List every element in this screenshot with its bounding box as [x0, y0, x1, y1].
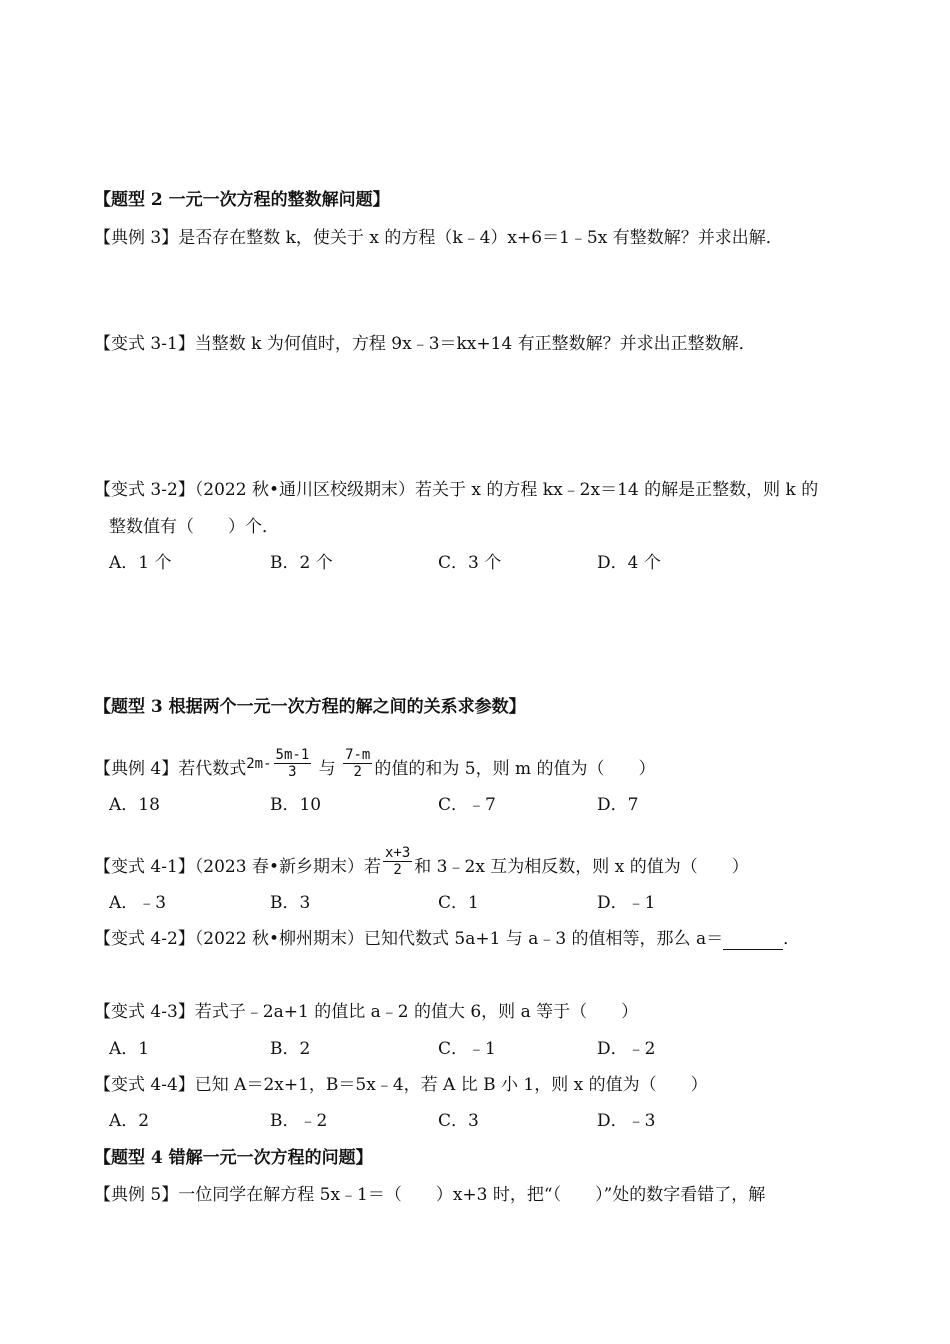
variant-4-3: 【变式 4-3】若式子﹣2a+1 的值比 a﹣2 的值大 6，则 a 等于（ ） — [94, 1002, 639, 1022]
section-title-type4: 【题型 4 错解一元一次方程的问题】 — [94, 1148, 373, 1168]
option-a: A．1 个 — [109, 553, 172, 573]
fraction-3-num: x+3 — [384, 845, 411, 861]
option-d: D．﹣3 — [597, 1111, 656, 1131]
example-3: 【典例 3】是否存在整数 k，使关于 x 的方程（k﹣4）x+6＝1﹣5x 有整数解？并求出解． — [94, 228, 783, 248]
variant-4-4: 【变式 4-4】已知 A＝2x+1，B＝5x﹣4，若 A 比 B 小 1，则 x 的值为（ ） — [94, 1075, 708, 1095]
option-b: B．﹣2 — [270, 1111, 328, 1131]
option-c: C．﹣7 — [438, 795, 496, 815]
option-b: B．2 个 — [270, 553, 333, 573]
option-a: A．18 — [109, 795, 160, 815]
variant-4-2-end: ． — [783, 929, 801, 949]
fraction-2 — [343, 747, 372, 780]
option-c: C．3 个 — [438, 553, 502, 573]
variant-4-1-prefix: 【变式 4-1】（2023 春•新乡期末）若 — [94, 857, 381, 877]
example-5: 【典例 5】一位同学在解方程 5x﹣1＝（ ）x+3 时，把“（ ）”处的数字看错了，解 — [94, 1185, 766, 1205]
variant-3-1: 【变式 3-1】当整数 k 为何值时，方程 9x﹣3＝kx+14 有正整数解？并求出正整数解． — [94, 334, 756, 354]
example-4-suffix: 的值的和为 5，则 m 的值为（ ） — [374, 759, 656, 779]
example-4 — [94, 747, 656, 786]
variant-4-2-text: 【变式 4-2】（2022 秋•柳州期末）已知代数式 5a+1 与 a﹣3 的值相等，那么 a＝ — [94, 929, 724, 949]
option-a: A．﹣3 — [109, 893, 167, 913]
section-title-type3: 【题型 3 根据两个一元一次方程的解之间的关系求参数】 — [94, 697, 526, 717]
fraction-1 — [274, 747, 312, 780]
option-c: C．3 — [438, 1111, 479, 1131]
variant-4-1-suffix: 和 3﹣2x 互为相反数，则 x 的值为（ ） — [414, 857, 749, 877]
option-a: A．1 — [109, 1039, 150, 1059]
variant-3-2-line2: 整数值有（ ）个． — [109, 517, 279, 537]
option-d: D．﹣2 — [597, 1039, 656, 1059]
option-c: C．﹣1 — [438, 1039, 496, 1059]
fraction-1-den: 3 — [288, 764, 297, 780]
section-title-type2: 【题型 2 一元一次方程的整数解问题】 — [94, 190, 390, 210]
fraction-1-num: 5m-1 — [275, 747, 310, 763]
fraction-2-num: 7-m — [345, 747, 371, 763]
fraction-3-den: 2 — [393, 862, 402, 878]
variant-3-2-line1: 【变式 3-2】（2022 秋•通川区校级期末）若关于 x 的方程 kx﹣2x＝14 的解是正整数，则 k 的 — [94, 480, 819, 500]
option-b: B．3 — [270, 893, 311, 913]
fraction-2-den: 2 — [353, 764, 362, 780]
example-4-prefix: 【典例 4】若代数式 — [94, 759, 247, 779]
option-d: D．7 — [597, 795, 639, 815]
variant-4-1 — [94, 845, 749, 884]
answer-blank — [723, 933, 783, 950]
expr-lead: 2m- — [246, 756, 272, 772]
example-4-mid: 与 — [318, 759, 336, 779]
fraction-3 — [383, 845, 412, 878]
option-d: D．﹣1 — [597, 893, 656, 913]
option-a: A．2 — [109, 1111, 150, 1131]
variant-4-2 — [94, 928, 800, 950]
option-c: C．1 — [438, 893, 479, 913]
option-d: D．4 个 — [597, 553, 661, 573]
option-b: B．10 — [270, 795, 322, 815]
option-b: B．2 — [270, 1039, 311, 1059]
